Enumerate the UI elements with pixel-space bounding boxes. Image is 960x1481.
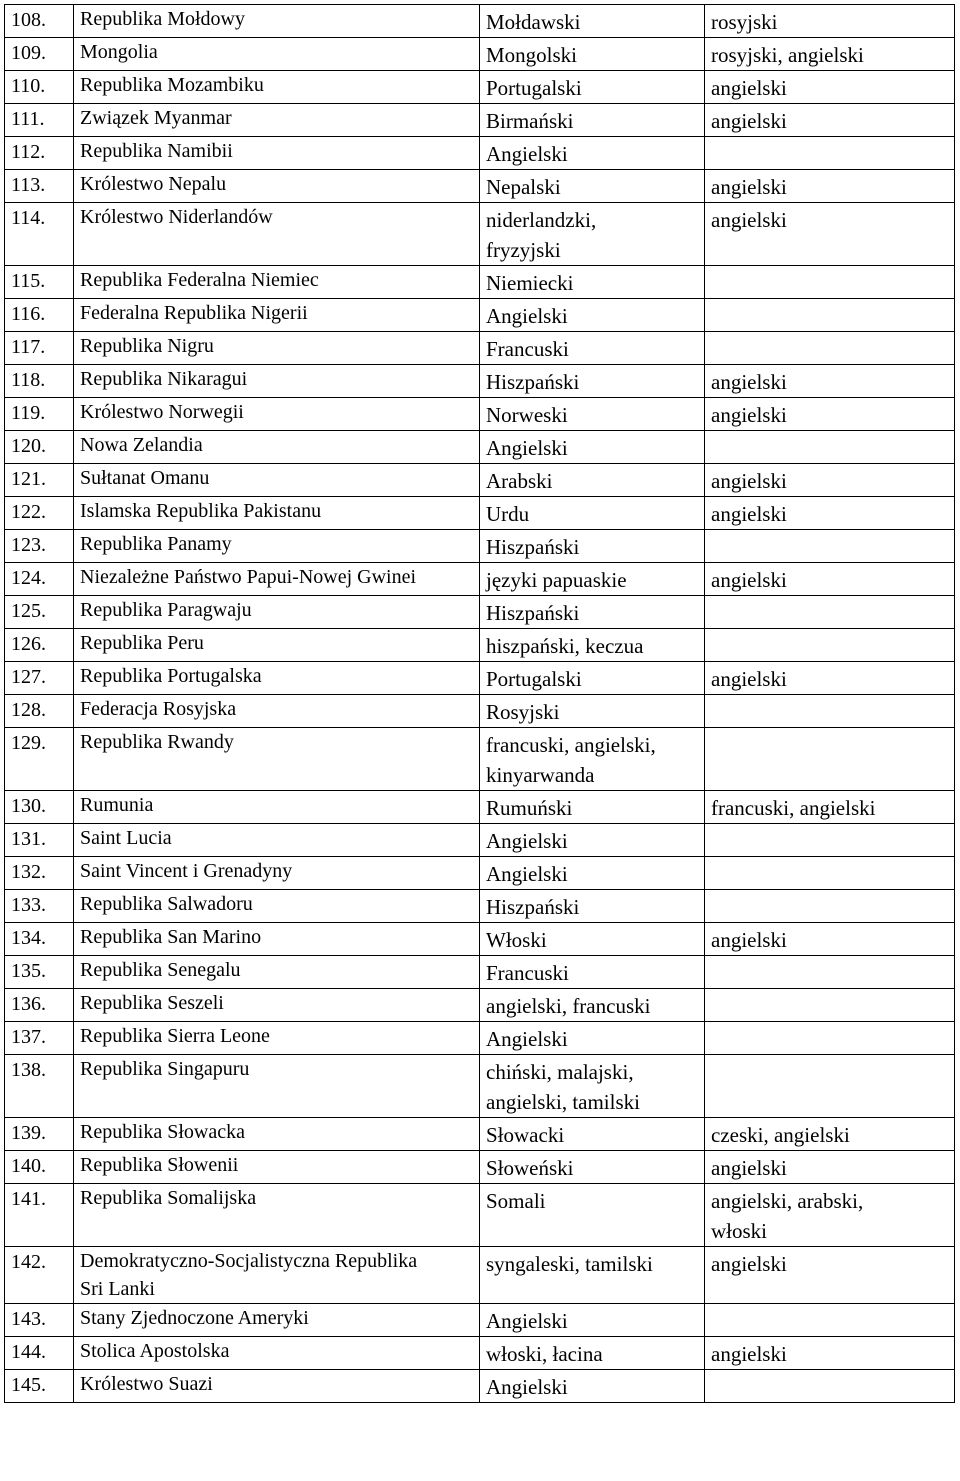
business-language bbox=[705, 137, 955, 170]
official-language: Słoweński bbox=[480, 1151, 705, 1184]
official-language: Somali bbox=[480, 1184, 705, 1247]
country-name: Islamska Republika Pakistanu bbox=[74, 497, 480, 530]
country-name: Republika Federalna Niemiec bbox=[74, 266, 480, 299]
official-language: Niemiecki bbox=[480, 266, 705, 299]
row-number: 144. bbox=[5, 1337, 74, 1370]
official-language: Francuski bbox=[480, 956, 705, 989]
row-number: 129. bbox=[5, 728, 74, 791]
official-language: Mongolski bbox=[480, 38, 705, 71]
business-language: angielski, arabski, włoski bbox=[705, 1184, 955, 1247]
row-number: 111. bbox=[5, 104, 74, 137]
official-language: Rosyjski bbox=[480, 695, 705, 728]
table-row bbox=[5, 956, 955, 989]
official-language: francuski, angielski, kinyarwanda bbox=[480, 728, 705, 791]
business-language bbox=[705, 1022, 955, 1055]
business-language: angielski bbox=[705, 398, 955, 431]
row-number: 117. bbox=[5, 332, 74, 365]
official-language: Angielski bbox=[480, 431, 705, 464]
official-language: Włoski bbox=[480, 923, 705, 956]
table-row bbox=[5, 890, 955, 923]
row-number: 138. bbox=[5, 1055, 74, 1118]
table-row bbox=[5, 824, 955, 857]
official-language: Arabski bbox=[480, 464, 705, 497]
official-language: języki papuaskie bbox=[480, 563, 705, 596]
country-name: Republika Senegalu bbox=[74, 956, 480, 989]
business-language bbox=[705, 299, 955, 332]
official-language: Norweski bbox=[480, 398, 705, 431]
row-number: 108. bbox=[5, 5, 74, 38]
row-number: 141. bbox=[5, 1184, 74, 1247]
table-row bbox=[5, 989, 955, 1022]
row-number: 119. bbox=[5, 398, 74, 431]
business-language: angielski bbox=[705, 923, 955, 956]
official-language: Angielski bbox=[480, 1304, 705, 1337]
table-row bbox=[5, 596, 955, 629]
row-number: 135. bbox=[5, 956, 74, 989]
table-row bbox=[5, 1304, 955, 1337]
business-language bbox=[705, 989, 955, 1022]
row-number: 130. bbox=[5, 791, 74, 824]
business-language: angielski bbox=[705, 170, 955, 203]
official-language: Angielski bbox=[480, 137, 705, 170]
row-number: 137. bbox=[5, 1022, 74, 1055]
business-language bbox=[705, 596, 955, 629]
table-row bbox=[5, 137, 955, 170]
official-language: Angielski bbox=[480, 857, 705, 890]
official-language: Angielski bbox=[480, 824, 705, 857]
row-number: 140. bbox=[5, 1151, 74, 1184]
row-number: 123. bbox=[5, 530, 74, 563]
business-language bbox=[705, 266, 955, 299]
official-language: Portugalski bbox=[480, 71, 705, 104]
official-language: Mołdawski bbox=[480, 5, 705, 38]
official-language: niderlandzki, fryzyjski bbox=[480, 203, 705, 266]
row-number: 127. bbox=[5, 662, 74, 695]
business-language bbox=[705, 530, 955, 563]
business-language bbox=[705, 857, 955, 890]
row-number: 142. bbox=[5, 1247, 74, 1304]
country-name: Stany Zjednoczone Ameryki bbox=[74, 1304, 480, 1337]
country-name: Królestwo Norwegii bbox=[74, 398, 480, 431]
business-language bbox=[705, 431, 955, 464]
table-row bbox=[5, 629, 955, 662]
row-number: 121. bbox=[5, 464, 74, 497]
table-row bbox=[5, 791, 955, 824]
country-name: Republika Sierra Leone bbox=[74, 1022, 480, 1055]
country-name: Republika Rwandy bbox=[74, 728, 480, 791]
row-number: 134. bbox=[5, 923, 74, 956]
country-name: Nowa Zelandia bbox=[74, 431, 480, 464]
table-row bbox=[5, 1055, 955, 1118]
table-row bbox=[5, 695, 955, 728]
official-language: chiński, malajski, angielski, tamilski bbox=[480, 1055, 705, 1118]
official-language: Rumuński bbox=[480, 791, 705, 824]
table-row bbox=[5, 332, 955, 365]
country-name: Federalna Republika Nigerii bbox=[74, 299, 480, 332]
country-name: Królestwo Suazi bbox=[74, 1370, 480, 1403]
official-language: syngaleski, tamilski bbox=[480, 1247, 705, 1304]
row-number: 112. bbox=[5, 137, 74, 170]
business-language: angielski bbox=[705, 71, 955, 104]
official-language: Angielski bbox=[480, 299, 705, 332]
table-row bbox=[5, 1022, 955, 1055]
row-number: 122. bbox=[5, 497, 74, 530]
table-row bbox=[5, 530, 955, 563]
table-row bbox=[5, 1118, 955, 1151]
business-language: angielski bbox=[705, 1151, 955, 1184]
row-number: 126. bbox=[5, 629, 74, 662]
country-name: Republika Peru bbox=[74, 629, 480, 662]
row-number: 118. bbox=[5, 365, 74, 398]
country-name: Republika Somalijska bbox=[74, 1184, 480, 1247]
row-number: 109. bbox=[5, 38, 74, 71]
country-name: Republika Nigru bbox=[74, 332, 480, 365]
country-name: Republika Paragwaju bbox=[74, 596, 480, 629]
business-language: angielski bbox=[705, 1337, 955, 1370]
business-language: rosyjski bbox=[705, 5, 955, 38]
table-row bbox=[5, 104, 955, 137]
country-name: Republika Mołdowy bbox=[74, 5, 480, 38]
country-name: Republika Nikaragui bbox=[74, 365, 480, 398]
table-row bbox=[5, 203, 955, 266]
row-number: 128. bbox=[5, 695, 74, 728]
official-language: Birmański bbox=[480, 104, 705, 137]
official-language: Hiszpański bbox=[480, 365, 705, 398]
business-language: rosyjski, angielski bbox=[705, 38, 955, 71]
table-row bbox=[5, 38, 955, 71]
official-language: Angielski bbox=[480, 1022, 705, 1055]
business-language: francuski, angielski bbox=[705, 791, 955, 824]
business-language: angielski bbox=[705, 464, 955, 497]
row-number: 136. bbox=[5, 989, 74, 1022]
country-name: Republika Seszeli bbox=[74, 989, 480, 1022]
row-number: 125. bbox=[5, 596, 74, 629]
business-language: angielski bbox=[705, 497, 955, 530]
table-row bbox=[5, 365, 955, 398]
business-language: angielski bbox=[705, 203, 955, 266]
country-name: Republika Słowacka bbox=[74, 1118, 480, 1151]
row-number: 116. bbox=[5, 299, 74, 332]
row-number: 110. bbox=[5, 71, 74, 104]
table-row bbox=[5, 1151, 955, 1184]
table-body bbox=[5, 5, 955, 1403]
business-language bbox=[705, 956, 955, 989]
country-name: Republika Mozambiku bbox=[74, 71, 480, 104]
row-number: 139. bbox=[5, 1118, 74, 1151]
business-language: angielski bbox=[705, 365, 955, 398]
country-name: Federacja Rosyjska bbox=[74, 695, 480, 728]
official-language: Hiszpański bbox=[480, 596, 705, 629]
country-name: Republika Portugalska bbox=[74, 662, 480, 695]
country-name: Sułtanat Omanu bbox=[74, 464, 480, 497]
official-language: Portugalski bbox=[480, 662, 705, 695]
country-name: Związek Myanmar bbox=[74, 104, 480, 137]
table-row bbox=[5, 857, 955, 890]
official-language: Hiszpański bbox=[480, 890, 705, 923]
country-name: Republika Singapuru bbox=[74, 1055, 480, 1118]
business-language: czeski, angielski bbox=[705, 1118, 955, 1151]
country-name: Republika San Marino bbox=[74, 923, 480, 956]
country-name: Republika Salwadoru bbox=[74, 890, 480, 923]
row-number: 131. bbox=[5, 824, 74, 857]
table-row bbox=[5, 1337, 955, 1370]
country-name: Republika Namibii bbox=[74, 137, 480, 170]
row-number: 143. bbox=[5, 1304, 74, 1337]
official-language: Francuski bbox=[480, 332, 705, 365]
table-row bbox=[5, 662, 955, 695]
official-language: Urdu bbox=[480, 497, 705, 530]
country-language-table bbox=[4, 4, 955, 1403]
business-language: angielski bbox=[705, 563, 955, 596]
row-number: 113. bbox=[5, 170, 74, 203]
official-language: Hiszpański bbox=[480, 530, 705, 563]
official-language: Słowacki bbox=[480, 1118, 705, 1151]
official-language: włoski, łacina bbox=[480, 1337, 705, 1370]
country-name: Królestwo Nepalu bbox=[74, 170, 480, 203]
table-row bbox=[5, 5, 955, 38]
row-number: 133. bbox=[5, 890, 74, 923]
table-row bbox=[5, 1370, 955, 1403]
country-name: Demokratyczno-Socjalistyczna Republika Sri Lanki bbox=[74, 1247, 480, 1304]
table-row bbox=[5, 398, 955, 431]
table-row bbox=[5, 170, 955, 203]
row-number: 132. bbox=[5, 857, 74, 890]
country-name: Niezależne Państwo Papui-Nowej Gwinei bbox=[74, 563, 480, 596]
table-row bbox=[5, 299, 955, 332]
business-language bbox=[705, 1055, 955, 1118]
business-language bbox=[705, 332, 955, 365]
country-name: Królestwo Niderlandów bbox=[74, 203, 480, 266]
country-name: Republika Słowenii bbox=[74, 1151, 480, 1184]
table-row bbox=[5, 71, 955, 104]
business-language bbox=[705, 1304, 955, 1337]
table-row bbox=[5, 497, 955, 530]
country-name: Republika Panamy bbox=[74, 530, 480, 563]
row-number: 120. bbox=[5, 431, 74, 464]
table-row bbox=[5, 563, 955, 596]
table-row bbox=[5, 1184, 955, 1247]
country-name: Saint Vincent i Grenadyny bbox=[74, 857, 480, 890]
business-language bbox=[705, 1370, 955, 1403]
business-language: angielski bbox=[705, 104, 955, 137]
table-row bbox=[5, 728, 955, 791]
row-number: 145. bbox=[5, 1370, 74, 1403]
official-language: Nepalski bbox=[480, 170, 705, 203]
business-language bbox=[705, 629, 955, 662]
table-row bbox=[5, 923, 955, 956]
official-language: angielski, francuski bbox=[480, 989, 705, 1022]
table-row bbox=[5, 266, 955, 299]
official-language: Angielski bbox=[480, 1370, 705, 1403]
table-row bbox=[5, 1247, 955, 1304]
business-language: angielski bbox=[705, 662, 955, 695]
business-language: angielski bbox=[705, 1247, 955, 1304]
row-number: 114. bbox=[5, 203, 74, 266]
business-language bbox=[705, 695, 955, 728]
country-name: Rumunia bbox=[74, 791, 480, 824]
country-name: Saint Lucia bbox=[74, 824, 480, 857]
business-language bbox=[705, 824, 955, 857]
business-language bbox=[705, 890, 955, 923]
table-row bbox=[5, 431, 955, 464]
table-row bbox=[5, 464, 955, 497]
business-language bbox=[705, 728, 955, 791]
country-name: Mongolia bbox=[74, 38, 480, 71]
row-number: 115. bbox=[5, 266, 74, 299]
country-name: Stolica Apostolska bbox=[74, 1337, 480, 1370]
official-language: hiszpański, keczua bbox=[480, 629, 705, 662]
row-number: 124. bbox=[5, 563, 74, 596]
